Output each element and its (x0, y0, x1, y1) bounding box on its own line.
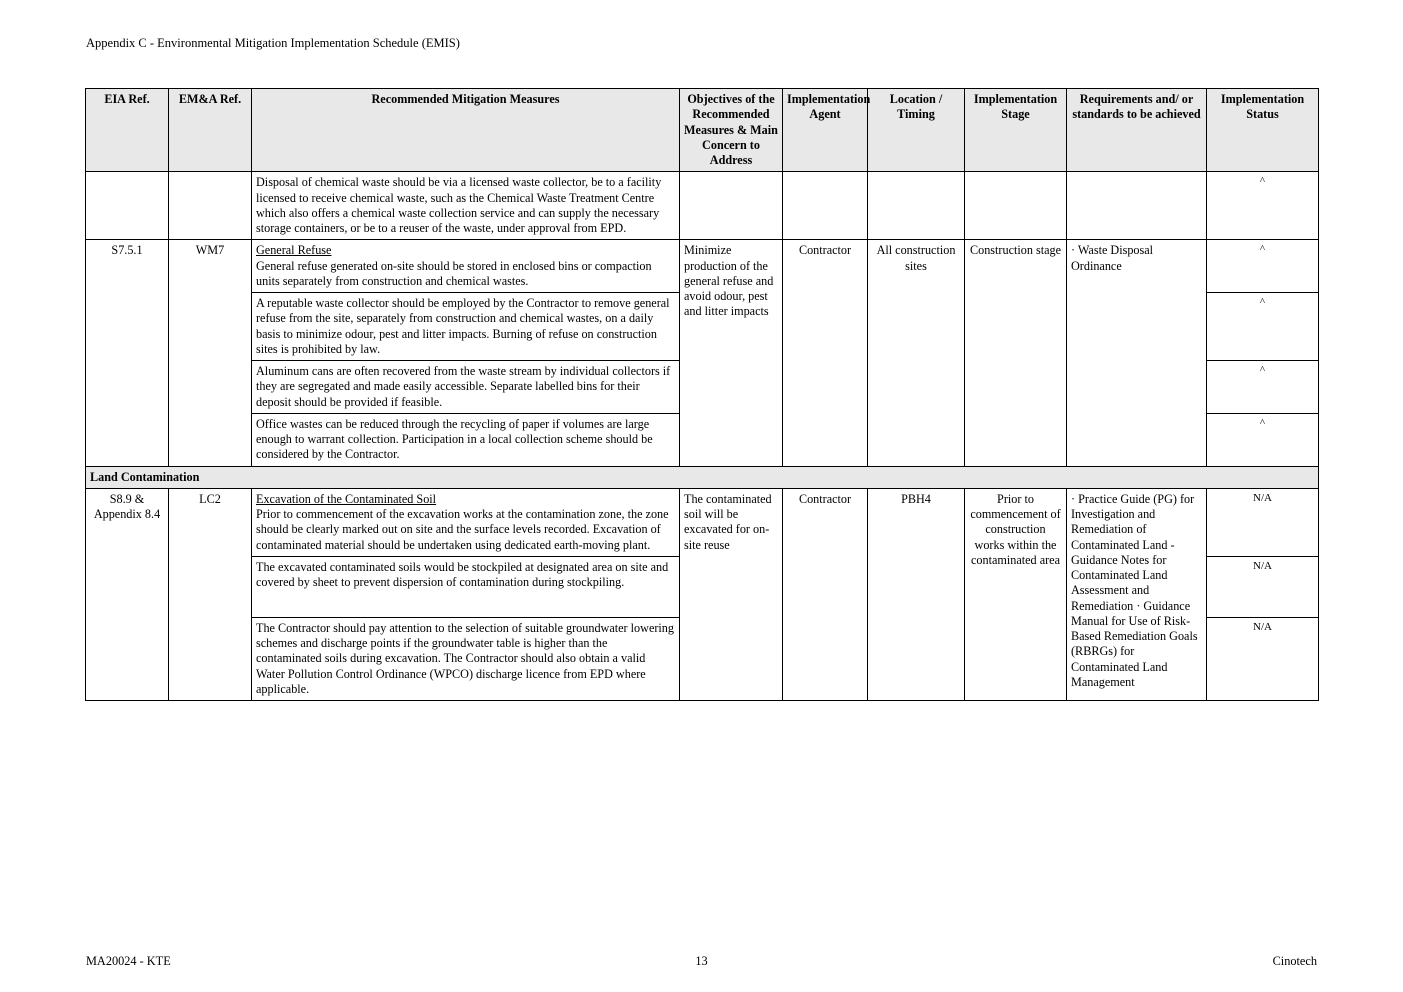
cell-status: ^ (1207, 172, 1319, 240)
cell-stage (965, 172, 1067, 240)
section-title: Land Contamination (86, 466, 1319, 488)
cell-agent (783, 172, 868, 240)
cell-location: All construction sites (868, 240, 965, 466)
cell-agent: Contractor (783, 240, 868, 466)
measure-title: Excavation of the Contaminated Soil (256, 491, 437, 506)
col-emea-ref: EM&A Ref. (169, 89, 252, 172)
cell-measure-text: The Contractor should pay attention to the selection of suitable groundwater lowering schemes and discharge points if the groundwater table is higher than the contaminated soils during excavation. The Contractor should also obtain a valid Water Pollution Control Ordinance (WPCO) discharge licence from EPD where applicable. (252, 617, 680, 700)
footer-left: MA20024 - KTE (86, 954, 171, 968)
measure-body: Prior to commencement of the excavation works at the contamination zone, the zone should be clearly marked out on site and the surface levels recorded. Excavation of contaminated material should be undertaken using dedicated earth-moving plant. (256, 507, 669, 552)
cell-agent: Contractor (783, 488, 868, 700)
col-implementation-agent: Implementation Agent (783, 89, 868, 172)
cell-measure-text: Disposal of chemical waste should be via a licensed waste collector, be to a facility licensed to receive chemical waste, such as the Chemical Waste Treatment Centre which also offers a chemical waste collection service and can supply the necessary storage containers, or be to a reuser of the waste, under approval from EPD. (252, 172, 680, 240)
measure-title: General Refuse (256, 243, 332, 258)
cell-objectives: The contaminated soil will be excavated for on-site reuse (680, 488, 783, 700)
col-eia-ref: EIA Ref. (86, 89, 169, 172)
cell-location (868, 172, 965, 240)
cell-eia-ref: S8.9 & Appendix 8.4 (86, 488, 169, 700)
cell-objectives: Minimize production of the general refuse and avoid odour, pest and litter impacts (680, 240, 783, 466)
footer-right: Cinotech (1272, 954, 1317, 968)
emis-table (85, 88, 1319, 701)
cell-status: N/A (1207, 617, 1319, 700)
cell-measure-text: A reputable waste collector should be employed by the Contractor to remove general refuse from the site, separately from construction and chemical wastes, on a daily basis to minimize odour, pest and litter impacts. Burning of refuse on construction sites is prohibited by law. (252, 293, 680, 361)
page-header: Appendix C - Environmental Mitigation Implementation Schedule (EMIS) (86, 36, 460, 50)
cell-requirements (1067, 172, 1207, 240)
cell-status: ^ (1207, 240, 1319, 293)
col-implementation-status: Implementation Status (1207, 89, 1319, 172)
footer-page-number: 13 (695, 954, 708, 968)
cell-status: N/A (1207, 488, 1319, 556)
cell-measure-text (252, 488, 680, 556)
col-recommended-mitigation-measures: Recommended Mitigation Measures (252, 89, 680, 172)
col-location-timing: Location / Timing (868, 89, 965, 172)
cell-measure-text: Aluminum cans are often recovered from the waste stream by individual collectors if they are segregated and made easily accessible. Separate labelled bins for their deposit should be provided if feasible. (252, 361, 680, 414)
cell-status: N/A (1207, 556, 1319, 617)
cell-emea-ref (169, 172, 252, 240)
cell-emea-ref: WM7 (169, 240, 252, 466)
cell-eia-ref (86, 172, 169, 240)
table-header-row (86, 89, 1319, 172)
cell-status: ^ (1207, 413, 1319, 466)
table-row (86, 240, 1319, 293)
cell-requirements: · Waste Disposal Ordinance (1067, 240, 1207, 466)
col-requirements: Requirements and/ or standards to be achieved (1067, 89, 1207, 172)
cell-location: PBH4 (868, 488, 965, 700)
col-objectives: Objectives of the Recommended Measures & Main Concern to Address (680, 89, 783, 172)
section-header-row (86, 466, 1319, 488)
cell-measure-text: The excavated contaminated soils would be stockpiled at designated area on site and covered by sheet to prevent dispersion of contamination during stockpiling. (252, 556, 680, 617)
measure-body: General refuse generated on-site should be stored in enclosed bins or compaction units separately from construction and chemical wastes. (256, 258, 652, 288)
cell-stage: Prior to commencement of construction works within the contaminated area (965, 488, 1067, 700)
cell-status: ^ (1207, 361, 1319, 414)
cell-stage: Construction stage (965, 240, 1067, 466)
cell-measure-text: Office wastes can be reduced through the recycling of paper if volumes are large enough to warrant collection. Participation in a local collection scheme should be considered by the Contractor. (252, 413, 680, 466)
table-row (86, 172, 1319, 240)
cell-eia-ref: S7.5.1 (86, 240, 169, 466)
table-header (86, 89, 1319, 172)
table-row (86, 488, 1319, 556)
cell-measure-text (252, 240, 680, 293)
col-implementation-stage: Implementation Stage (965, 89, 1067, 172)
cell-status: ^ (1207, 293, 1319, 361)
cell-emea-ref: LC2 (169, 488, 252, 700)
cell-requirements: · Practice Guide (PG) for Investigation and Remediation of Contaminated Land - Guidance Notes for Contaminated Land Assessment and Remediation · Guidance Manual for Use of Risk-Based Remediation Goals (RBRGs) for Contaminated Land Management (1067, 488, 1207, 700)
cell-objectives (680, 172, 783, 240)
